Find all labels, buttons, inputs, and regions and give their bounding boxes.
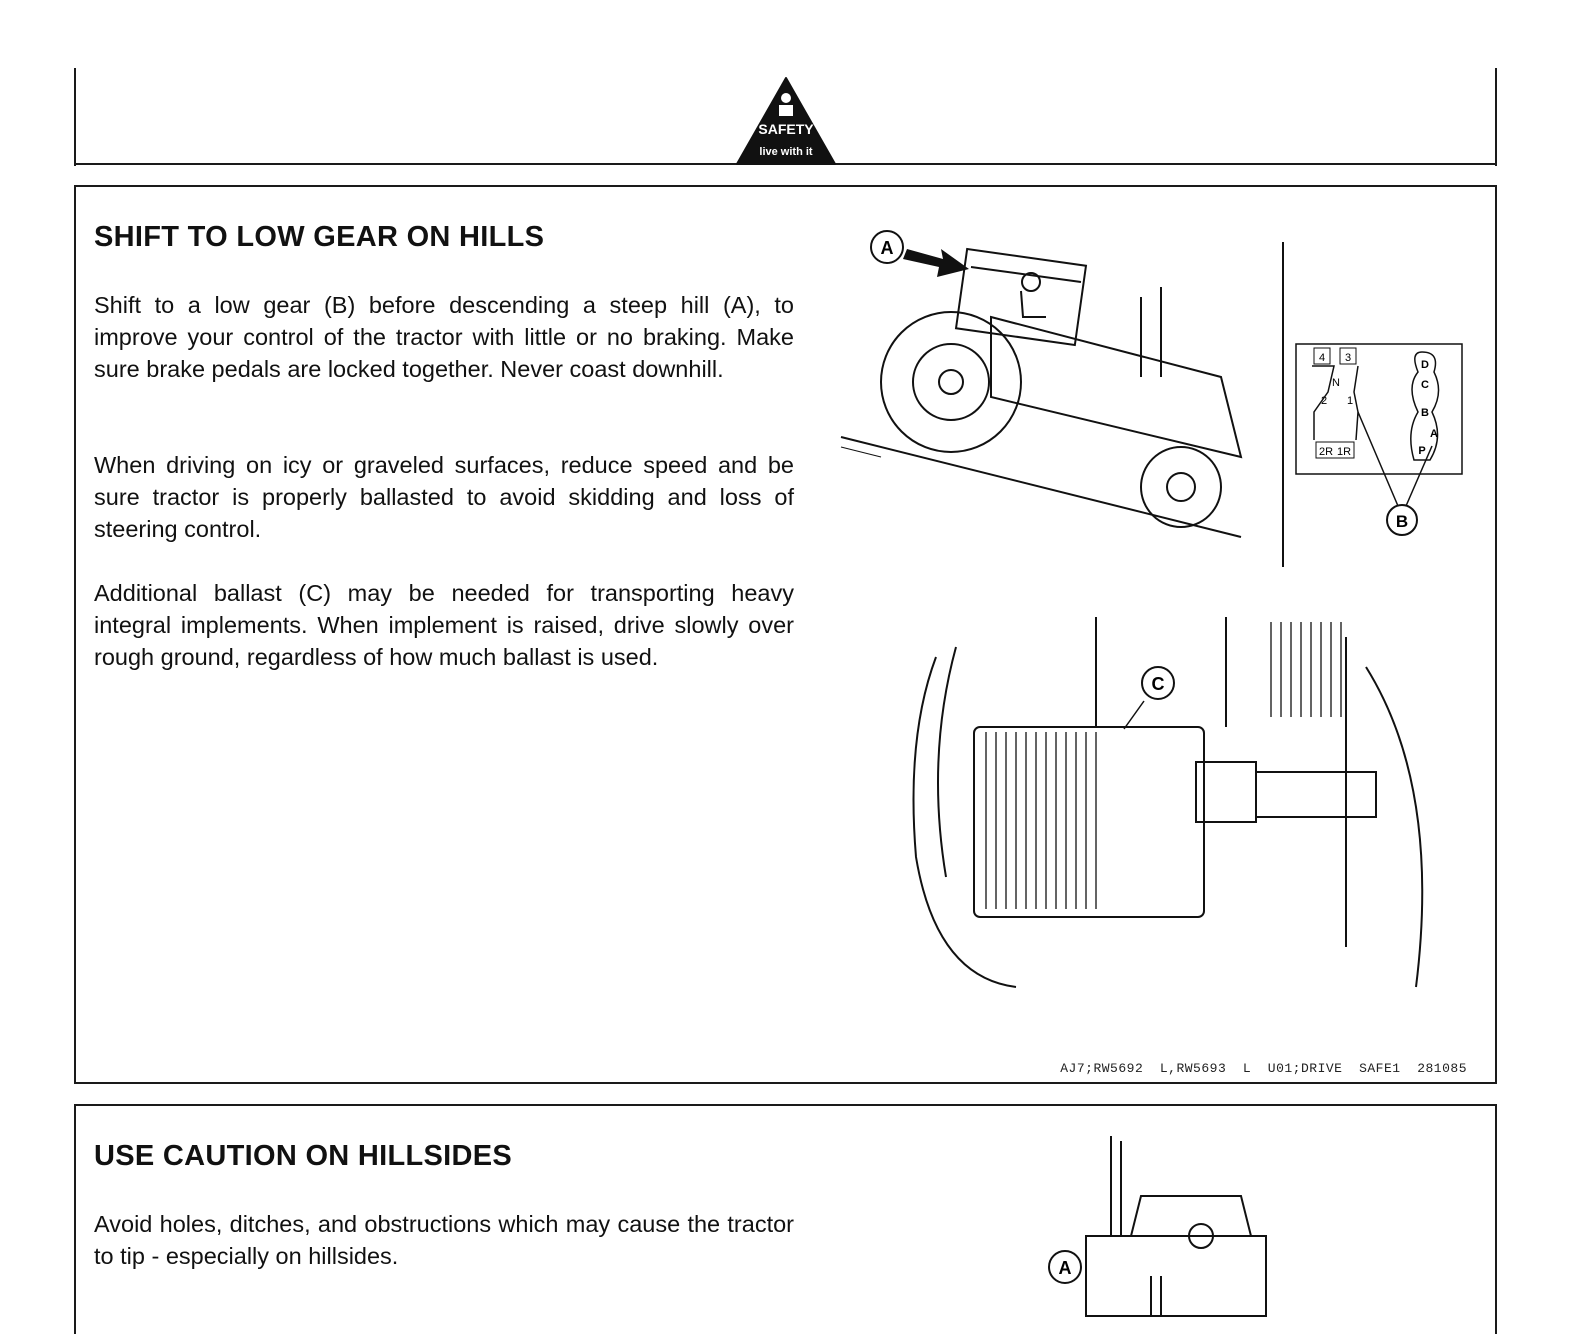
tractor-hill-illustration [841,227,1261,547]
paragraph: Additional ballast (C) may be needed for transporting heavy integral implements. When implement is raised, drive slowly over rough ground, regardless of how much ballast is used. [94,580,794,670]
header-left-rule [74,68,76,166]
section-title: USE CAUTION ON HILLSIDES [94,1140,513,1172]
svg-text:2: 2 [1320,395,1328,407]
arrow-icon [903,249,969,277]
paragraph: Avoid holes, ditches, and obstructions which may cause the tractor to tip - especially on hillsides. [94,1211,794,1269]
svg-text:A: A [880,238,894,258]
svg-text:A: A [1058,1258,1072,1278]
svg-text:P: P [1418,445,1426,457]
svg-text:SAFETY: SAFETY [758,121,814,137]
person-icon [781,93,791,103]
svg-text:4: 4 [1318,352,1326,364]
figure-divider [1282,242,1284,567]
header-right-rule [1495,68,1497,166]
paragraph: When driving on icy or graveled surfaces, reduce speed and be sure tractor is properly ballasted to avoid skidding and loss of steering control. [94,452,794,542]
svg-text:B: B [1395,512,1409,531]
section-hillside-caution [74,1104,1497,1334]
svg-text:1: 1 [1346,395,1354,407]
shift-pattern-diagram [1294,342,1464,542]
svg-text:C: C [1421,379,1429,391]
front-ballast-illustration [896,617,1441,987]
svg-text:live with it: live with it [759,146,813,158]
section-title: SHIFT TO LOW GEAR ON HILLS [94,221,545,253]
svg-text:D: D [1421,359,1429,371]
paragraph: Shift to a low gear (B) before descending a steep hill (A), to improve your control of the tractor with little or no braking. Make sure brake pedals are locked together. Never coast downhill. [94,292,794,382]
safety-logo [735,74,837,166]
svg-text:A: A [1430,428,1438,440]
svg-text:2R: 2R [1318,446,1334,458]
svg-text:1R: 1R [1336,446,1352,458]
section-shift-low-gear [74,185,1497,1084]
svg-text:B: B [1421,407,1429,419]
tractor-front-illustration [971,1136,1291,1316]
svg-text:C: C [1151,674,1165,694]
svg-text:N: N [1332,377,1340,389]
svg-text:3: 3 [1344,352,1352,364]
reference-code: AJ7;RW5692 L,RW5693 L U01;DRIVE SAFE1 281085 [1060,1061,1467,1076]
